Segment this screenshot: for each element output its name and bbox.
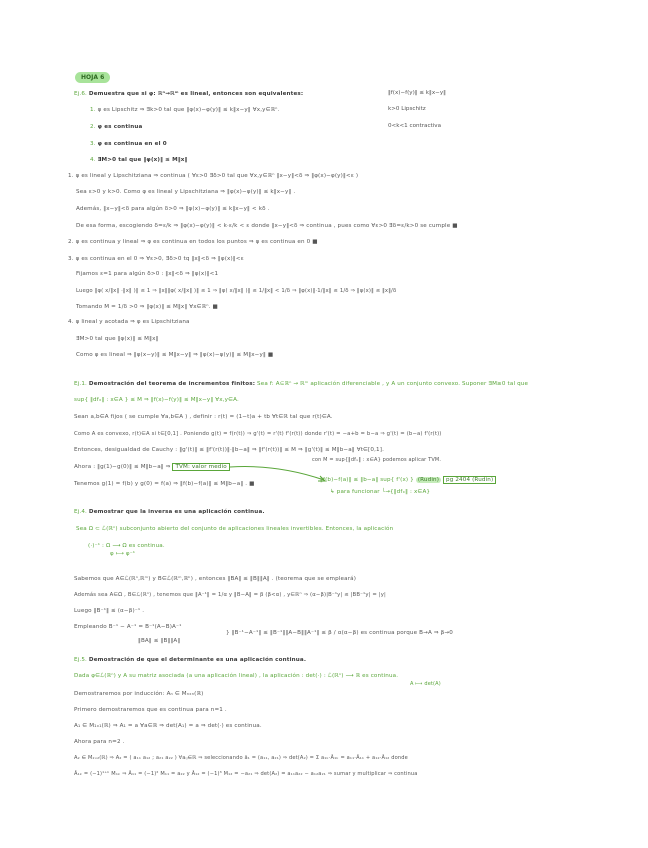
rudin-note-2: ↳ para funcionar └→{‖dfₓ‖ : x∈A}	[330, 489, 431, 495]
proof-line: 4. φ lineal y acotada ⇒ φ es Lipschitziana	[68, 319, 190, 325]
proof-line: Como A es convexo, r(t)∈A si t∈[0,1] . Poniendo g(t) = f(r(t)) ⇒ g'(t) = r'(t) f'(r(t)) donde r'(t) = −a+b = b−a ⇒ g'(t) = (b−a) f'(r(t))	[74, 431, 442, 437]
proof-line: Ahora para n=2 .	[74, 739, 125, 745]
sheet-badge: HOJA 6	[75, 72, 110, 83]
proof-line: ∃M>0 tal que ‖φ(x)‖ ≤ M‖x‖	[76, 336, 159, 342]
rudin-highlight: (Rudin)	[417, 477, 440, 483]
proof-line: Sabemos que A∈ℒ(ℝⁿ,ℝᵐ) y B∈ℒ(ℝᵐ,ℝᵏ) , entonces ‖BA‖ ≤ ‖B‖‖A‖ . (teorema que se empleará)	[74, 576, 357, 582]
proof-note: con M = sup{‖dfₓ‖ : x∈A} podemos aplicar TVM.	[312, 457, 442, 463]
proof-line: A₂ ∈ M₂ₓ₂(ℝ) ⇒ A₂ = ( a₁₁ a₁₂ ; a₂₁ a₂₂ ) ∀aᵢⱼ∈ℝ ⇒ seleccionando ā₁ = (a₁₁, a₂₁) ⇒ det(A₂) = Σ a₁ₖ·Â₁ₖ = a₁₁·Â₁₁ + a₁₂·Â₁₂ donde	[74, 755, 408, 761]
proof-line: Entonces, desigualdad de Cauchy : ‖g'(t)‖ ≤ ‖f'(r(t))‖·‖b−a‖ ⇒ ‖f'(r(t))‖ ≤ M ⇒ ‖g'(t)‖ ≤ M‖b−a‖ ∀t∈[0,1].	[74, 447, 384, 453]
equivalence-item-1: 1. φ es Lipschitz ⇒ ∃k>0 tal que ‖φ(x)−φ(y)‖ ≤ k‖x−y‖ ∀x,y∈ℝⁿ.	[90, 107, 280, 113]
tvm-box: TVM: valor medio	[172, 463, 229, 471]
inverse-map-elements: φ ⟼ φ⁻¹	[110, 551, 136, 557]
proof-line: De esa forma, escogiendo δ=ε/k ⇒ ‖φ(x)−φ(y)‖ < k·ε/k < ε donde ‖x−y‖<δ ⇒ continua , pues como ∀ε>0 ∃δ=ε/k>0 se cumple ■	[76, 223, 458, 229]
proof-line: Ahora : ‖g(1)−g(0)‖ ≤ M‖b−a‖ ⇒ TVM: valor medio	[74, 463, 230, 471]
proof-line: Luego ‖φ( x/‖x‖ ·‖x‖ )‖ ≤ 1 ⇒ ‖x‖‖φ( x/‖x‖ )‖ ≤ 1 ⇒ ‖φ( x/‖x‖ )‖ ≤ 1/‖x‖ < 1/δ ⇒ ‖φ(x)‖·1/‖x‖ ≤ 1/δ ⇒ ‖φ(x)‖ ≤ ‖x‖/δ	[76, 288, 397, 294]
proof-line: } ‖B⁻¹−A⁻¹‖ ≤ ‖B⁻¹‖‖A−B‖‖A⁻¹‖ ≤ β / α(α−β) es continua porque B→A ⇒ β→0	[226, 630, 453, 636]
exercise-number: Ej.6.	[74, 91, 87, 97]
proof-line: Tenemos g(1) = f(b) y g(0) = f(a) ⇒ ‖f(b)−f(a)‖ ≤ M‖b−a‖ . ■	[74, 481, 255, 487]
proof-line: Fijamos ε=1 para algún δ>0 : ‖x‖<δ ⇒ ‖φ(x)‖<1	[76, 271, 219, 277]
equivalence-item-2: 2. φ es continua	[90, 124, 143, 130]
rudin-page-box: pg 2404 (Rudin)	[443, 476, 496, 484]
exercise-title: Demuestra que si φ: ℝⁿ→ℝᵐ es lineal, entonces son equivalentes:	[88, 91, 304, 97]
proof-line: Como φ es lineal ⇒ ‖φ(x−y)‖ ≤ M‖x−y‖ ⇒ ‖φ(x)−φ(y)‖ ≤ M‖x−y‖ ■	[76, 352, 274, 358]
proof-line: Sean a,b∈A fijos ( se cumple ∀a,b∈A ) , definir : r(t) = (1−t)a + tb ∀t∈ℝ tal que r(t)∈A.	[74, 414, 333, 420]
inverse-statement: Sea Ω ⊂ ℒ(ℝⁿ) subconjunto abierto del conjunto de aplicaciones lineales invertibles. Entonces, la aplicación	[76, 526, 394, 532]
proof-line: Sea ε>0 y k>0. Como φ es lineal y Lipschitziana ⇒ ‖φ(x)−φ(y)‖ ≤ k‖x−y‖ .	[76, 189, 296, 195]
proof-line: ‖BA‖ ≤ ‖B‖‖A‖	[138, 638, 181, 644]
side-note-lipschitz: k>0 Lipschitz	[388, 106, 426, 112]
equivalence-item-4: 4. ∃M>0 tal que ‖φ(x)‖ ≤ M‖x‖	[90, 157, 188, 163]
proof-line: Empleando B⁻¹ − A⁻¹ = B⁻¹(A−B)A⁻¹	[74, 624, 182, 630]
proof-line: 1. φ es lineal y Lipschitziana ⇒ continua ( ∀ε>0 ∃δ>0 tal que ∀x,y∈ℝⁿ ‖x−y‖<δ ⇒ ‖φ(x)−φ(y)‖<ε )	[68, 173, 359, 179]
proof-line: Tomando M = 1/δ >0 ⇒ ‖φ(x)‖ ≤ M‖x‖ ∀x∈ℝⁿ. ■	[76, 304, 218, 310]
exercise-7-1-heading: Ej.1. Demostración del teorema de incrementos finitos: Sea f: A⊆ℝⁿ → ℝᵐ aplicación diferenciable , y A un conjunto convexo. Suponer ∃M≥0 tal que	[74, 381, 529, 387]
proof-line: Además, ‖x−y‖<δ para algún δ>0 ⇒ ‖φ(x)−φ(y)‖ ≤ k‖x−y‖ < kδ .	[76, 206, 270, 212]
side-note-lipschitz-def: ‖f(x)−f(y)‖ ≤ k‖x−y‖	[388, 90, 446, 96]
proof-line: Además sea A∈Ω , B∈ℒ(ℝⁿ) , tenemos que ‖A⁻¹‖ = 1/α y ‖B−A‖ = β (β<α) , y∈ℝⁿ ⇒ (α−β)|B⁻¹y| ≤ |BB⁻¹y| = |y|	[74, 592, 386, 598]
proof-line: A₁ ∈ M₁ₓ₁(ℝ) ⇒ A₁ = a ∀a∈ℝ ⇒ det(A₁) = a ⇒ det(·) es continua.	[74, 723, 262, 729]
equivalence-item-3: 3. φ es continua en el 0	[90, 141, 167, 147]
exercise-6-1-heading	[74, 90, 303, 98]
proof-line: 2. φ es continua y lineal ⇒ φ es continua en todos los puntos ⇒ φ es continua en 0 ■	[68, 239, 318, 245]
rudin-note: ‖f(b)−f(a)‖ ≤ ‖b−a‖ sup{ f'(x) } (Rudin) pg 2404 (Rudin)	[320, 476, 496, 484]
proof-line: Demostraremos por inducción: Aₙ ∈ Mₙₓₙ(ℝ)	[74, 691, 204, 697]
side-note-contractive: 0<k<1 contractiva	[388, 123, 442, 129]
exercise-7-4-heading: Ej.4. Demostrar que la inversa es una aplicación continua.	[74, 509, 265, 515]
theorem-statement: sup{ ‖dfₓ‖ : x∈A } ≤ M ⇒ ‖f(x)−f(y)‖ ≤ M‖x−y‖ ∀x,y∈A.	[74, 397, 239, 403]
inverse-map: (·)⁻¹ : Ω ⟶ Ω es continua.	[88, 543, 165, 549]
exercise-7-5-heading: Ej.5. Demostración de que el determinante es una aplicación continua.	[74, 657, 307, 663]
proof-line: Primero demostraremos que es continua para n=1 .	[74, 707, 227, 713]
determinant-map-elements: A ⟼ det(A)	[410, 681, 441, 687]
determinant-statement: Dada φ∈ℒ(ℝⁿ) y A su matriz asociada (a una aplicación lineal) , la aplicación : det(·) : ℒ(ℝⁿ) ⟶ ℝ es continua.	[74, 673, 399, 679]
proof-line: 3. φ es continua en el 0 ⇒ ∀ε>0, ∃δ>0 tq ‖x‖<δ ⇒ ‖φ(x)‖<ε	[68, 256, 244, 262]
proof-line: Luego ‖B⁻¹‖ ≤ (α−β)⁻¹ .	[74, 608, 145, 614]
proof-line: Â₁ₖ = (−1)¹⁺ᵏ M₁ₖ ⇒ Â₁₁ = (−1)² M₁₁ = a₂₂ y Â₁₂ = (−1)³ M₁₂ = −a₂₁ ⇒ det(A₂) = a₁₁a₂₂ − a₁₂a₂₁ ⇒ sumar y multiplicar ⇒ continua	[74, 771, 418, 777]
